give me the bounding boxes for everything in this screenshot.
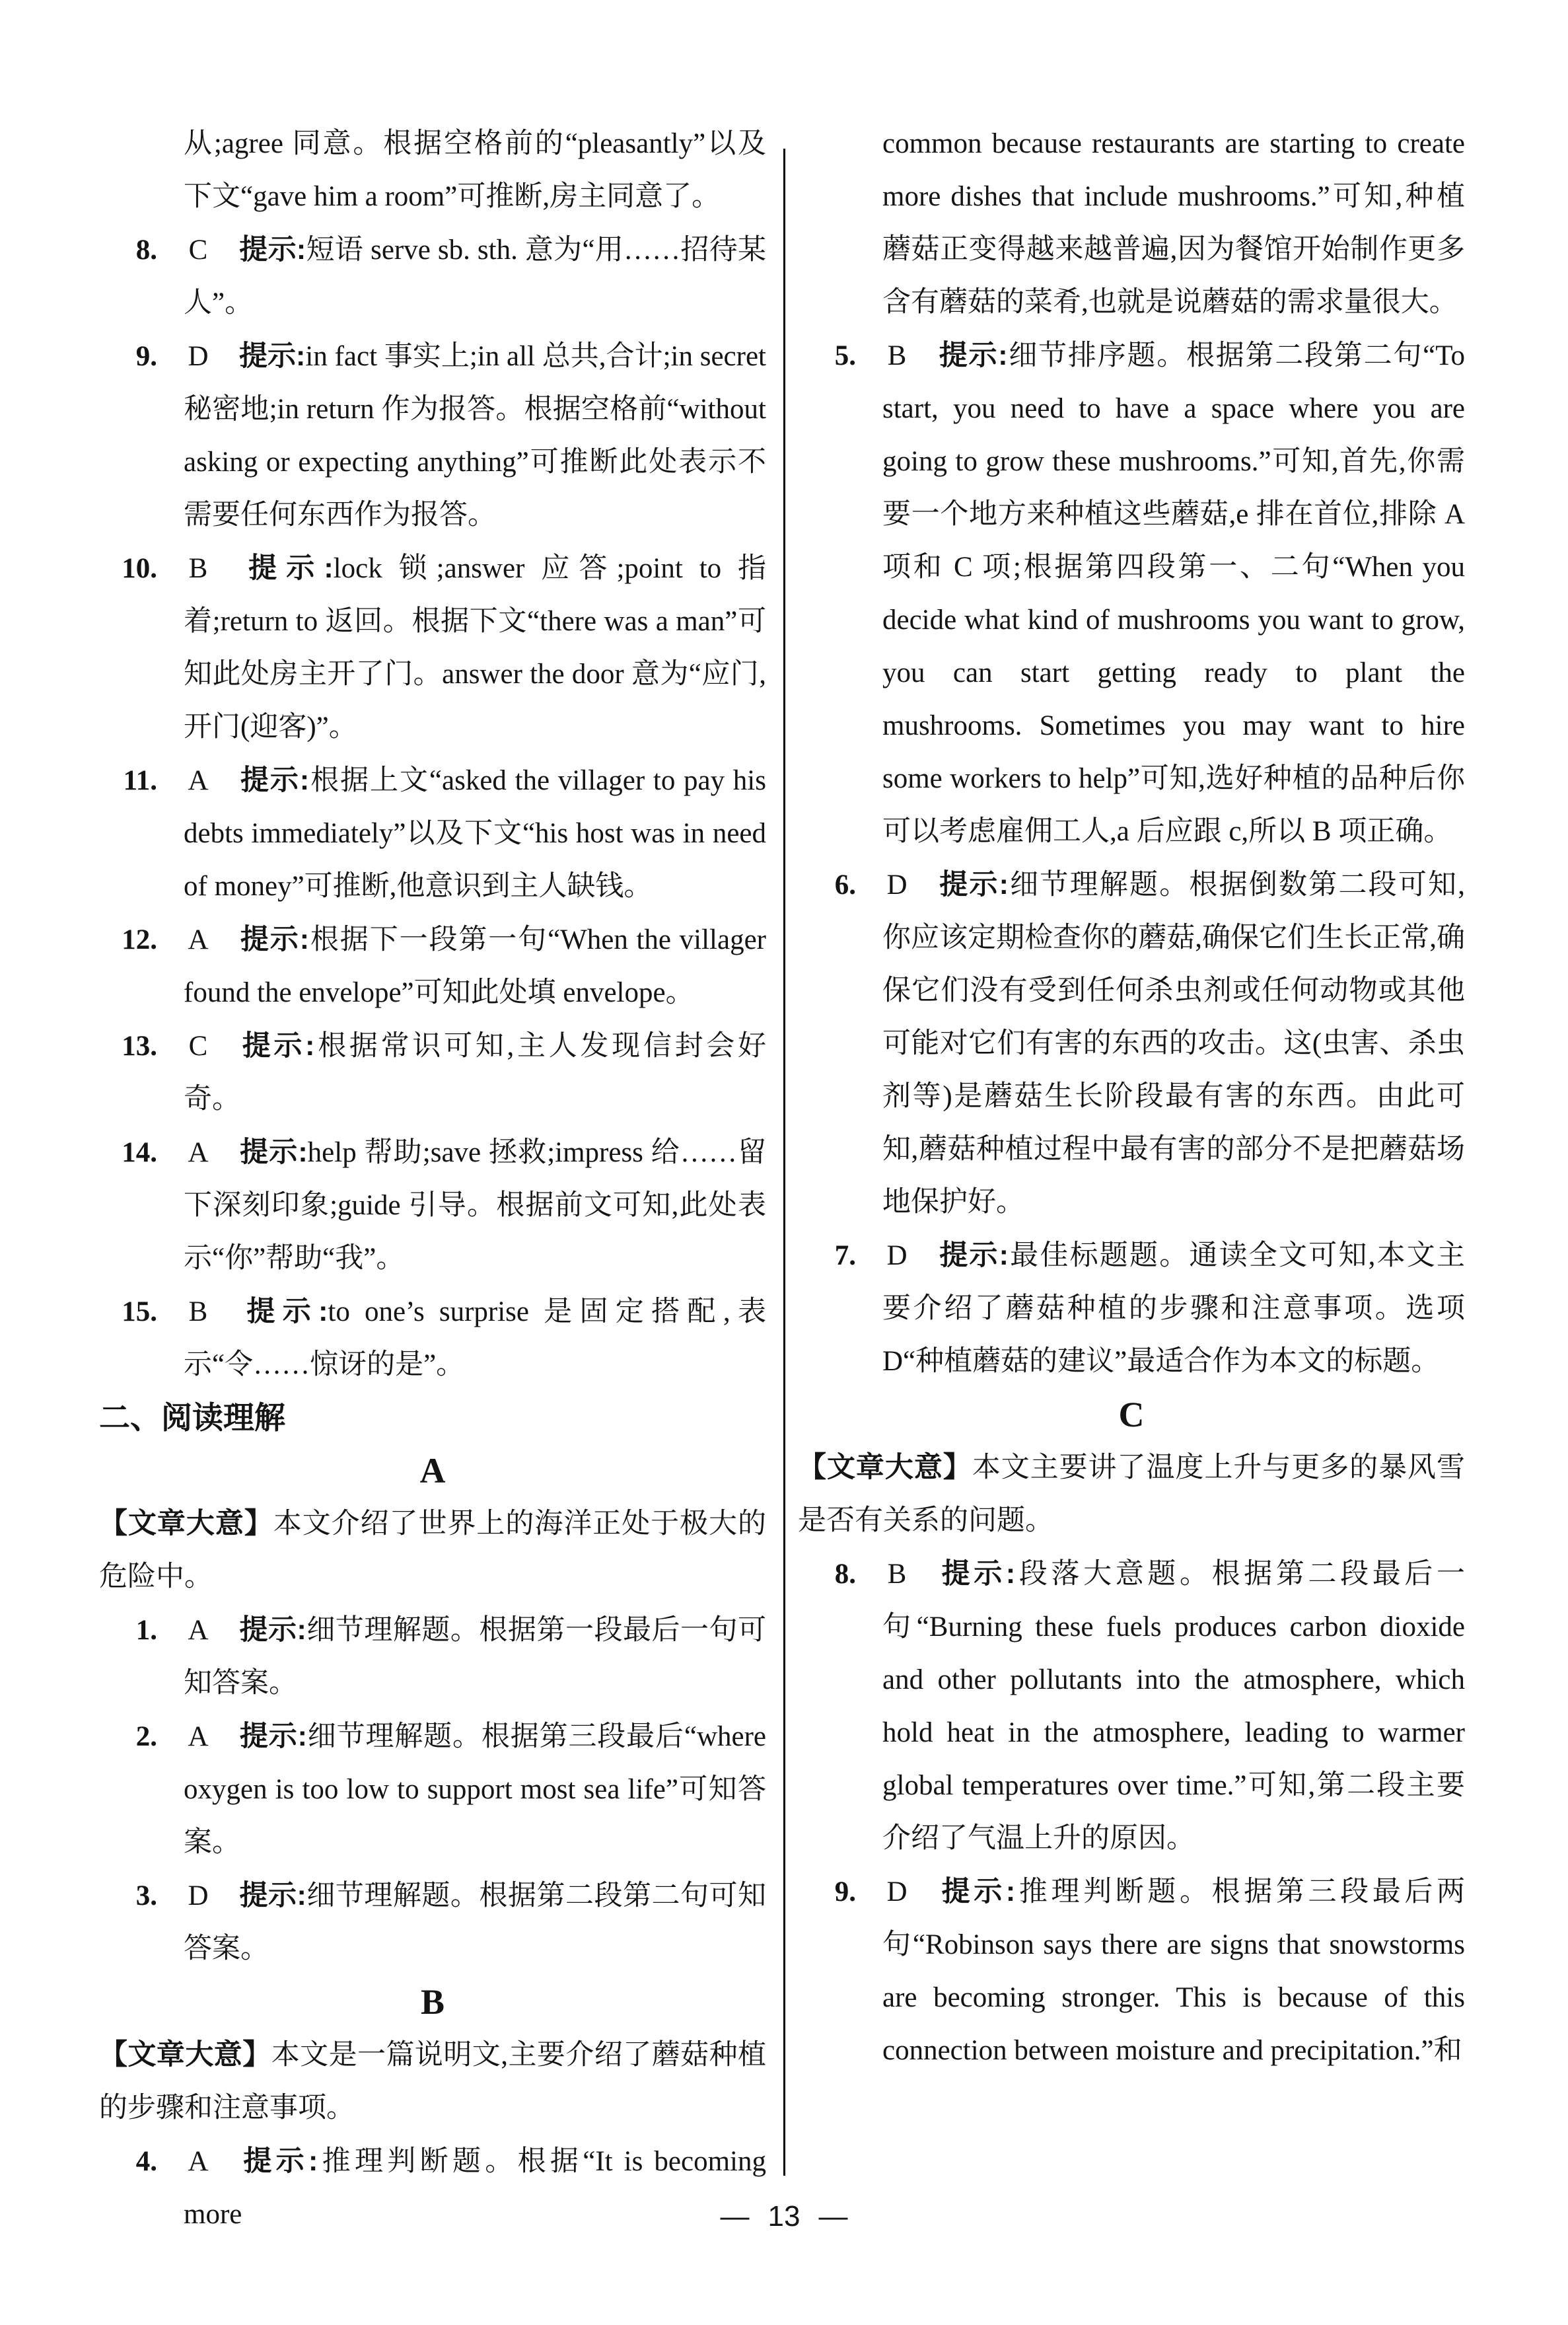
item-number: 13.: [122, 1031, 157, 1062]
answer-item: [798, 1865, 1465, 2077]
hint-label: 提示:: [239, 2145, 318, 2177]
page-number: 13: [767, 2200, 801, 2233]
left-column: [99, 118, 766, 2241]
answer-letter: A: [188, 765, 209, 796]
answer-letter: B: [887, 1559, 907, 1590]
answer-letter: A: [188, 2146, 209, 2177]
summary-text: 本文主要讲了温度上升与更多的暴风雪是否有关系的问题。: [798, 1452, 1466, 1536]
hint-text: 细节排序题。根据第二段第二句“To start, you need to have a space where you are going to grow these mushrooms.”可知,首先,你需要一个地方来种植这些蘑菇,e 排在首位,排除 A 项和 C 项;根据第四段第一、二句“When you decide what kind of mushrooms you want to grow, you can start getting ready to plant the mushrooms. Sometimes you may want to hire some workers to help”可知,选好种植的品种后你可以考虑雇佣工人,a 后应跟 c,所以 B 项正确。: [882, 340, 1465, 847]
answer-item: [798, 858, 1465, 1229]
hint-label: 提示:: [239, 924, 310, 955]
answer-letter: D: [188, 1880, 209, 1911]
answer-letter: A: [188, 924, 209, 955]
answer-letter: A: [188, 1721, 209, 1752]
hint-label: 提示:: [239, 1720, 307, 1752]
item-number: 6.: [834, 869, 856, 901]
hint-label: 提示:: [938, 1558, 1016, 1590]
answer-item: [99, 330, 766, 542]
item-number: 11.: [123, 765, 157, 796]
item-number: 4.: [135, 2146, 157, 2177]
answer-item: [99, 1126, 766, 1285]
answer-letter: D: [886, 1240, 908, 1271]
hint-text: 细节理解题。根据第一段最后一句可知答案。: [184, 1615, 767, 1699]
hint-text: 推理判断题。根据“It is becoming more: [184, 2146, 766, 2230]
item-number: 9.: [135, 341, 157, 372]
answer-letter: C: [188, 235, 208, 266]
answer-item: [99, 1285, 766, 1391]
item-number: 1.: [135, 1615, 157, 1646]
answer-letter: C: [188, 1031, 208, 1062]
hint-text: in fact 事实上;in all 总共,合计;in secret 秘密地;in return 作为报答。根据空格前“without asking or expecting anything”可推断此处表示不需要任何东西作为报答。: [184, 341, 766, 531]
answer-letter: A: [188, 1615, 209, 1646]
hint-label: 提示:: [239, 1880, 306, 1911]
passage-letter: A: [419, 1451, 446, 1491]
answer-item: [99, 754, 766, 913]
passage-letter: C: [1118, 1395, 1145, 1434]
summary-label: 【文章大意】: [99, 2039, 271, 2071]
summary-label: 【文章大意】: [99, 1508, 273, 1539]
item-number: 8.: [135, 235, 157, 266]
answer-item: [798, 329, 1465, 858]
summary-text: 本文是一篇说明文,主要介绍了蘑菇种植的步骤和注意事项。: [99, 2040, 767, 2123]
hint-text: 细节理解题。根据倒数第二段可知,你应该定期检查你的蘑菇,确保它们生长正常,确保它们没有受到任何杀虫剂或任何动物或其他可能对它们有害的东西的攻击。这(虫害、杀虫剂等)是蘑菇生长阶段最有害的东西。由此可知,蘑菇种植过程中最有害的部分不是把蘑菇场地保护好。: [882, 869, 1466, 1218]
hint-label: 提示:: [239, 764, 310, 796]
continued-paragraph: 从;agree 同意。根据空格前的“pleasantly”以及下文“gave him a room”可推断,房主同意了。: [184, 128, 766, 212]
hint-label: 提示:: [239, 234, 306, 266]
answer-letter: D: [886, 1876, 908, 1907]
footer-dash-right: —: [818, 2200, 848, 2233]
answer-item: [99, 542, 766, 754]
hint-text: lock 锁;answer 应答;point to 指着;return to 返回。根据下文“there was a man”可知此处房主开了门。answer the door 意为“应门,开门(迎客)”。: [184, 553, 767, 743]
section-header: 二、阅读理解: [99, 1400, 285, 1435]
item-number: 2.: [135, 1721, 157, 1752]
hint-label: 提示:: [239, 1030, 315, 1062]
hint-text: 细节理解题。根据第二段第二句可知答案。: [184, 1880, 767, 1964]
hint-label: 提示:: [938, 869, 1009, 901]
item-number: 12.: [122, 924, 157, 955]
hint-label: 提示:: [239, 340, 306, 372]
answer-item: [99, 1869, 766, 1975]
hint-text: 推理判断题。根据第三段最后两句“Robinson says there are signs that snowstorms are becoming stronger. This is because of this connection between moisture and precipitation.”和: [882, 1876, 1465, 2066]
passage-summary: [798, 1441, 1465, 1547]
continued-paragraph: common because restaurants are starting to create more dishes that include mushrooms.”可知,种植蘑菇正变得越来越普遍,因为餐馆开始制作更多含有蘑菇的菜肴,也就是说蘑菇的需求量很大。: [882, 128, 1465, 318]
answer-letter: B: [887, 340, 907, 371]
passage-summary: [99, 1497, 766, 1604]
hint-text: 短语 serve sb. sth. 意为“用……招待某人”。: [184, 235, 766, 318]
hint-label: 提示:: [938, 1239, 1009, 1271]
hint-label: 提示:: [938, 340, 1008, 371]
column-divider: [783, 149, 785, 2176]
answer-item: [99, 223, 766, 330]
summary-label: 【文章大意】: [798, 1452, 972, 1483]
hint-text: to one’s surprise 是固定搭配,表示“令……惊讶的是”。: [184, 1296, 766, 1380]
answer-letter: D: [886, 869, 908, 901]
answer-letter: B: [188, 553, 208, 584]
answer-letter: B: [188, 1296, 208, 1327]
hint-label: 提示:: [239, 1136, 308, 1168]
answer-item: [99, 1604, 766, 1710]
item-number: 8.: [834, 1559, 856, 1590]
hint-text: 根据上文“asked the villager to pay his debts immediately”以及下文“his host was in need of money”可推断,他意识到主人缺钱。: [184, 765, 766, 902]
answer-letter: D: [188, 341, 209, 372]
answer-item: [99, 913, 766, 1019]
item-number: 15.: [122, 1296, 157, 1327]
passage-letter: B: [420, 1982, 445, 2022]
item-number: 7.: [834, 1240, 856, 1271]
hint-label: 提示:: [938, 1876, 1016, 1907]
item-number: 14.: [122, 1137, 157, 1168]
page-footer: [0, 2200, 1568, 2233]
hint-text: 最佳标题题。通读全文可知,本文主要介绍了蘑菇种植的步骤和注意事项。选项 D“种植蘑菇的建议”最适合作为本文的标题。: [882, 1240, 1466, 1377]
answer-item: [798, 1229, 1465, 1388]
hint-text: 根据常识可知,主人发现信封会好奇。: [184, 1031, 767, 1115]
answer-item: [99, 1710, 766, 1869]
hint-label: 提示:: [239, 1296, 328, 1327]
answer-item: [798, 1547, 1465, 1865]
hint-text: 细节理解题。根据第三段最后“where oxygen is too low to support most sea life”可知答案。: [184, 1721, 766, 1858]
hint-text: help 帮助;save 拯救;impress 给……留下深刻印象;guide 引导。根据前文可知,此处表示“你”帮助“我”。: [184, 1137, 766, 1274]
hint-label: 提示:: [239, 1614, 306, 1646]
passage-summary: [99, 2028, 766, 2135]
right-column: [798, 118, 1465, 2077]
summary-text: 本文介绍了世界上的海洋正处于极大的危险中。: [99, 1508, 767, 1592]
footer-dash-left: —: [720, 2200, 750, 2233]
hint-text: 段落大意题。根据第二段最后一句“Burning these fuels produces carbon dioxide and other pollutants into the atmosphere, which hold heat in the atmosphere, leading to warmer global temperatures over time.”可知,第二段主要介绍了气温上升的原因。: [882, 1559, 1465, 1854]
hint-label: 提示:: [239, 552, 334, 584]
answer-letter: A: [188, 1137, 209, 1168]
item-number: 5.: [834, 340, 856, 371]
answer-item: [99, 1019, 766, 1126]
item-number: 9.: [834, 1876, 856, 1907]
item-number: 10.: [122, 553, 157, 584]
hint-text: 根据下一段第一句“When the villager found the envelope”可知此处填 envelope。: [184, 924, 766, 1008]
item-number: 3.: [135, 1880, 157, 1911]
